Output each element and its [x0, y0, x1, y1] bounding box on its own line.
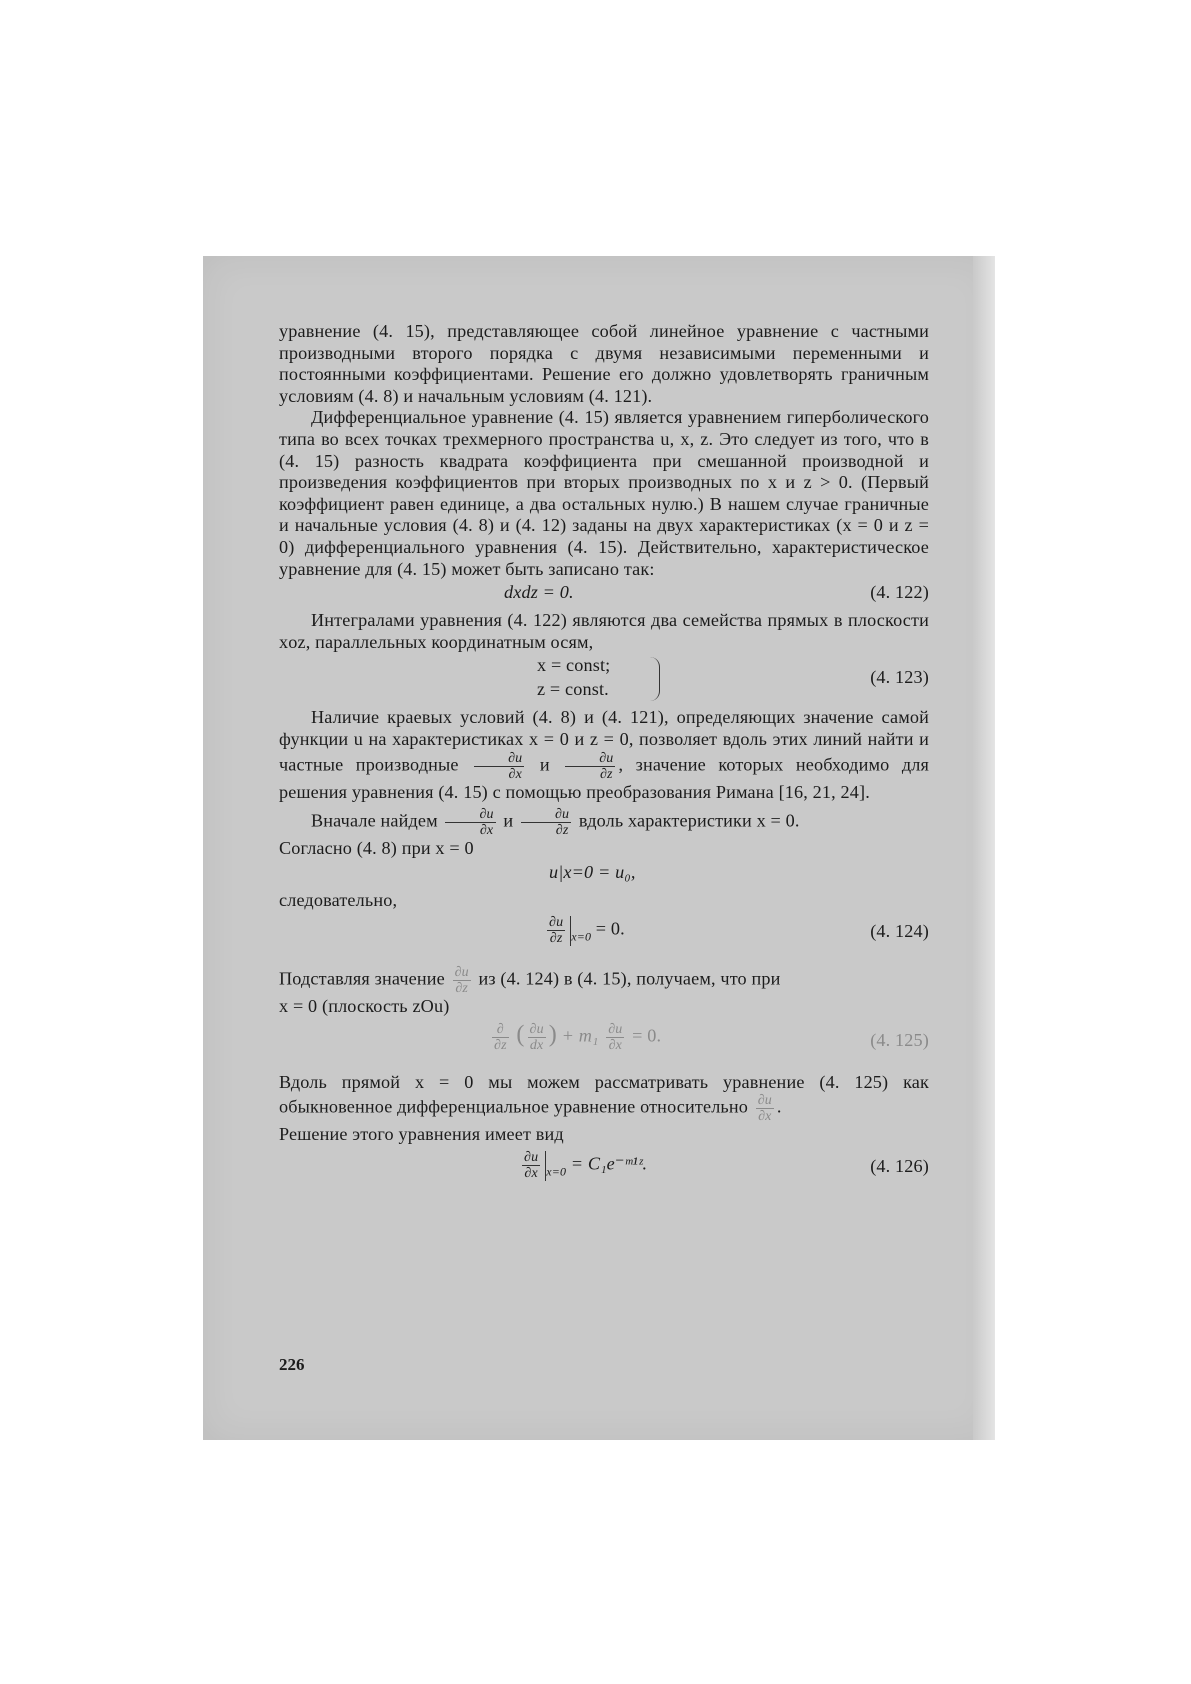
- paragraph-2: Дифференциальное уравнение (4. 15) является уравнением гиперболического типа во всех точках трехмерного пространства u, x, z. Это следует из того, что в (4. 15) разность квадрата коэффициента при смешанной производной и произведения коэффициентов при вторых производных по x и z > 0. (Первый коэффициент равен единице, а два остальных нулю.) В нашем случае граничные и начальные условия (4. 8) и (4. 12) заданы на двух характеристиках (x = 0 и z = 0) дифференциального уравнения (4. 15). Действительно, характеристическое уравнение для (4. 15) может быть записано так:: [279, 407, 929, 579]
- paragraph-4-text-end: значение которых необходимо для решения уравнения (4. 15) с помощью преобразования Римана [16, 21, 24].: [279, 754, 930, 802]
- page-number: 226: [279, 1355, 305, 1374]
- equation-body: dxdz = 0.: [504, 582, 574, 603]
- brace-icon: [649, 657, 660, 701]
- scanned-page: [203, 256, 995, 1440]
- equation-line-1: x = const;: [537, 655, 611, 676]
- equation-number: (4. 122): [870, 582, 929, 603]
- equation-u-boundary: u|x=0 = u₀,: [549, 861, 636, 882]
- fraction-du-dx: $\frac{\partial u}{\partial x}$: [757, 1093, 772, 1125]
- paragraph-5: Вначале найдем $\frac{\partial u}{\partial x}$ и $\frac{\partial u}{\partial z}$ вдоль характеристики x = 0.: [311, 807, 800, 839]
- equation-4-126: $\frac{\partial u}{\partial x}$ $_{x=0}$ = C₁e⁻ᵐ¹ᶻ. (4. 126): [524, 1150, 929, 1182]
- paragraph-6: следовательно,: [279, 889, 398, 910]
- equation-number: (4. 126): [870, 1156, 929, 1177]
- fraction-du-dx: $\frac{\partial u}{\partial x}$: [524, 1150, 539, 1182]
- page-text: [279, 321, 929, 1196]
- equation-number: (4. 125): [870, 1029, 929, 1050]
- paragraph-3: Интегралами уравнения (4. 122) являются два семейства прямых в плоскости xoz, параллельных координатным осям,: [279, 610, 929, 652]
- fraction-du-dz: $\frac{\partial u}{\partial z}$: [454, 965, 469, 997]
- equation-4-124: $\frac{\partial u}{\partial z}$ $_{x=0}$ = 0. (4. 124): [549, 915, 929, 947]
- paragraph-4: Наличие краевых условий (4. 8) и (4. 121), определяющих значение самой функции u на характеристиках x = 0 и z = 0, позволяет вдоль этих линий найти и частные производные $\frac{\partial u}{\partial x}$ и $\frac{\partial u}{\partial z}$ , значение которых необходимо для решения уравнения (4. 15) с помощью преобразования Римана [16, 21, 24].: [279, 707, 930, 802]
- paragraph-1: уравнение (4. 15), представляющее собой линейное уравнение с частными производными второго порядка с двумя независимыми переменными и постоянными коэффициентами. Решение его должно удовлетворять граничным условиям (4. 8) и начальным условиям (4. 121).: [279, 321, 929, 406]
- equation-number: (4. 123): [870, 667, 929, 688]
- fraction-du-dz: $\frac{\partial u}{\partial z}$: [521, 807, 571, 838]
- equation-4-125: ∂ ∂z ( $\frac{\partial u}{dx}$ ) + m₁ $\frac{\partial u}{\partial x}$ = 0. (4. 125): [494, 1021, 929, 1053]
- equation-line-2: z = const.: [537, 679, 609, 700]
- fraction-du-dz: $\frac{\partial u}{\partial z}$: [549, 915, 564, 947]
- paragraph-8-cont: Решение этого уравнения имеет вид: [279, 1124, 564, 1145]
- paragraph-4-text: Наличие краевых условий (4. 8) и (4. 121), определяющих значение самой функции u на характеристиках x = 0 и z = 0, позволяет вдоль этих линий найти и частные производные: [279, 707, 929, 775]
- equation-4-123: [279, 655, 929, 705]
- equation-4-122: [279, 582, 929, 608]
- paragraph-8: Вдоль прямой x = 0 мы можем рассматривать уравнение (4. 125) как обыкновенное дифференциальное уравнение относительно $\frac{\partial u}{\partial x}$ .: [279, 1071, 929, 1125]
- fraction-du-dz: $\frac{\partial u}{\partial z}$: [565, 751, 615, 782]
- paragraph-7: Подставляя значение $\frac{\partial u}{\partial z}$ из (4. 124) в (4. 15), получаем, что при: [279, 965, 781, 997]
- paragraph-5-cont: Согласно (4. 8) при x = 0: [279, 838, 474, 859]
- equation-number: (4. 124): [870, 921, 929, 942]
- fraction-du-dx: $\frac{\partial u}{\partial x}$: [445, 807, 495, 838]
- fraction-du-dx: $\frac{\partial u}{\partial x}$: [474, 751, 524, 782]
- paragraph-7-cont: x = 0 (плоскость zOu): [279, 996, 450, 1017]
